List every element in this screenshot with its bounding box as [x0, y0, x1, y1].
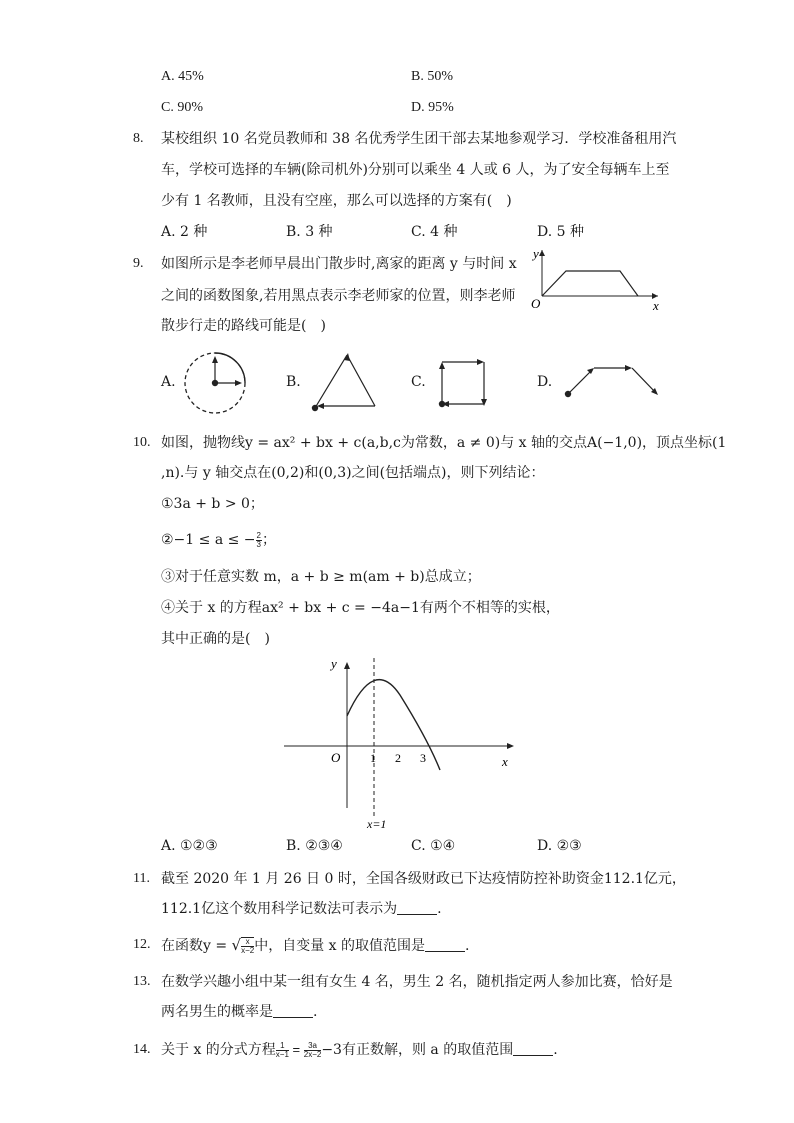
path-segment	[632, 368, 656, 393]
q13-text-line: 在数学兴趣小组中某一组有女生 4 名，男生 2 名，随机指定两人参加比赛，恰好是	[161, 974, 673, 990]
q8-text-line: 少有 1 名教师，且没有空座，那么可以选择的方案有( )	[161, 193, 512, 209]
arrow-head	[439, 362, 445, 369]
home-dot	[212, 380, 218, 386]
q8-number: 8.	[133, 131, 144, 146]
x-axis-arrow	[507, 743, 514, 749]
q9-text-line: 之间的函数图象,若用黑点表示李老师家的位置，则李老师	[161, 288, 516, 304]
q7-option-b: B. 50%	[411, 69, 453, 84]
equals-sign: =	[288, 1042, 304, 1057]
q13-end: .	[313, 1004, 318, 1020]
home-dot	[312, 405, 318, 411]
arrow-head	[481, 399, 487, 406]
q9-number: 9.	[133, 256, 144, 271]
q10-statement-1: ①3a + b > 0；	[161, 496, 264, 512]
q7-option-c: C. 90%	[161, 100, 203, 115]
arrow-head	[477, 359, 484, 365]
denominator: 3	[256, 539, 261, 549]
q14-prefix: 关于 x 的分式方程	[161, 1042, 276, 1058]
q9-option-d: D.	[537, 374, 553, 390]
q9-option-a: A.	[161, 374, 176, 390]
path-segment	[568, 370, 592, 394]
q9-option-c-figure	[432, 356, 492, 412]
solid-arc	[215, 353, 245, 383]
fraction	[304, 1042, 322, 1059]
q10-question: 其中正确的是( )	[161, 631, 270, 647]
origin-label: O	[331, 750, 341, 765]
x-label: x	[653, 298, 659, 313]
arrow-head	[212, 356, 218, 363]
q8-option-c: C. 4 种	[411, 224, 458, 240]
q10-option-a: A. ①②③	[161, 838, 218, 854]
q9-option-d-figure	[560, 360, 660, 400]
triangle-side	[315, 355, 347, 408]
q10-text-line: ,n).与 y 轴交点在(0,2)和(0,3)之间(包括端点)，则下列结论：	[161, 465, 545, 481]
q10-statement-4: ④关于 x 的方程ax² + bx + c = −4a−1有两个不相等的实根，	[161, 600, 560, 616]
y-label: y	[533, 246, 539, 261]
q10-option-b: B. ②③④	[286, 838, 343, 854]
denominator: 2x−2	[303, 1049, 322, 1059]
q10-option-c: C. ①④	[411, 838, 456, 854]
y-axis-arrow	[344, 662, 350, 669]
q13-number: 13.	[133, 974, 151, 989]
answer-blank[interactable]	[513, 1041, 553, 1056]
parabola-curve	[347, 680, 440, 770]
q9-text-line: 如图所示是李老师早晨出门散步时,离家的距离 y 与时间 x	[161, 256, 517, 272]
fraction	[241, 937, 254, 955]
q9-text-line: 散步行走的路线可能是( )	[161, 318, 326, 334]
answer-blank[interactable]	[397, 900, 437, 915]
symmetry-axis-label: x=1	[367, 817, 387, 831]
fraction	[276, 1042, 289, 1059]
numerator: 3a	[304, 1042, 322, 1051]
q10-text-line: 如图，抛物线y = ax² + bx + c(a,b,c为常数，a ≠ 0)与 x 轴的交点A(−1,0)，顶点坐标(1	[161, 435, 727, 451]
y-axis-arrow	[539, 250, 545, 256]
q12-text: 中，自变量 x 的取值范围是	[254, 938, 426, 954]
q11-text-line-2	[161, 899, 442, 919]
q7-option-a: A. 45%	[161, 69, 204, 84]
q8-text-line: 某校组织 10 名党员教师和 38 名优秀学生团干部去某地参观学习．学校准备租用汽	[161, 131, 677, 147]
tick-label-1: 1	[370, 751, 376, 765]
arrow-head	[587, 368, 594, 374]
q10-statement-3: ③对于任意实数 m，a + b ≥ m(am + b)总成立；	[161, 569, 481, 585]
answer-blank[interactable]	[273, 1003, 313, 1018]
q14-end: .	[553, 1042, 558, 1058]
q10-option-d: D. ②③	[537, 838, 582, 854]
arrow-head	[235, 380, 242, 386]
q10-statement-2-text: ②−1 ≤ a ≤ −	[161, 532, 256, 548]
sqrt-icon: √	[231, 936, 242, 954]
q8-option-a: A. 2 种	[161, 224, 208, 240]
y-label: y	[331, 656, 337, 671]
q9-option-b: B.	[286, 374, 301, 390]
q8-option-d: D. 5 种	[537, 224, 584, 240]
q9-option-b-figure	[307, 350, 379, 414]
q13-text: 两名男生的概率是	[161, 1004, 273, 1020]
q11-text: 112.1亿这个数用科学记数法可表示为	[161, 901, 398, 917]
q11-end: .	[437, 901, 442, 917]
numerator: x	[241, 938, 254, 947]
home-dot	[565, 391, 571, 397]
q14-text-line	[161, 1040, 558, 1060]
q9-option-c: C.	[411, 374, 426, 390]
q12-text-line	[161, 935, 469, 956]
numerator: 1	[276, 1042, 289, 1051]
q10-number: 10.	[133, 435, 151, 450]
q7-option-d: D. 95%	[411, 100, 454, 115]
q8-text-line: 车，学校可选择的车辆(除司机外)分别可以乘坐 4 人或 6 人，为了安全每辆车上至	[161, 162, 670, 178]
q9-option-a-figure	[180, 351, 246, 417]
x-label: x	[502, 754, 508, 769]
home-dot	[439, 401, 445, 407]
q10-statement-2	[161, 530, 276, 550]
denominator: x−2	[241, 946, 255, 955]
q8-option-b: B. 3 种	[286, 224, 333, 240]
q11-text-line: 截至 2020 年 1 月 26 日 0 时，全国各级财政已下达疫情防控补助资金112.1亿元，	[161, 871, 686, 887]
tick-label-3: 3	[420, 751, 426, 765]
q14-text: −3有正数解，则 a 的取值范围	[321, 1042, 514, 1058]
triangle-side	[347, 355, 375, 406]
q13-text-line-2	[161, 1002, 317, 1022]
q12-end: .	[465, 938, 470, 954]
numerator: 2	[256, 530, 261, 540]
q9-distance-time-graph	[528, 244, 668, 314]
q14-number: 14.	[133, 1042, 151, 1057]
q12-prefix: 在函数y =	[161, 938, 232, 954]
tick-label-2: 2	[395, 751, 401, 765]
denominator: x−1	[275, 1049, 289, 1059]
q11-number: 11.	[133, 871, 150, 886]
q10-statement-2-end: ；	[261, 532, 276, 548]
distance-curve	[542, 271, 638, 296]
origin-label: O	[531, 296, 541, 311]
arrow-head	[625, 365, 632, 371]
q10-parabola-graph	[280, 652, 520, 832]
answer-blank[interactable]	[425, 937, 465, 952]
q12-number: 12.	[133, 937, 151, 952]
